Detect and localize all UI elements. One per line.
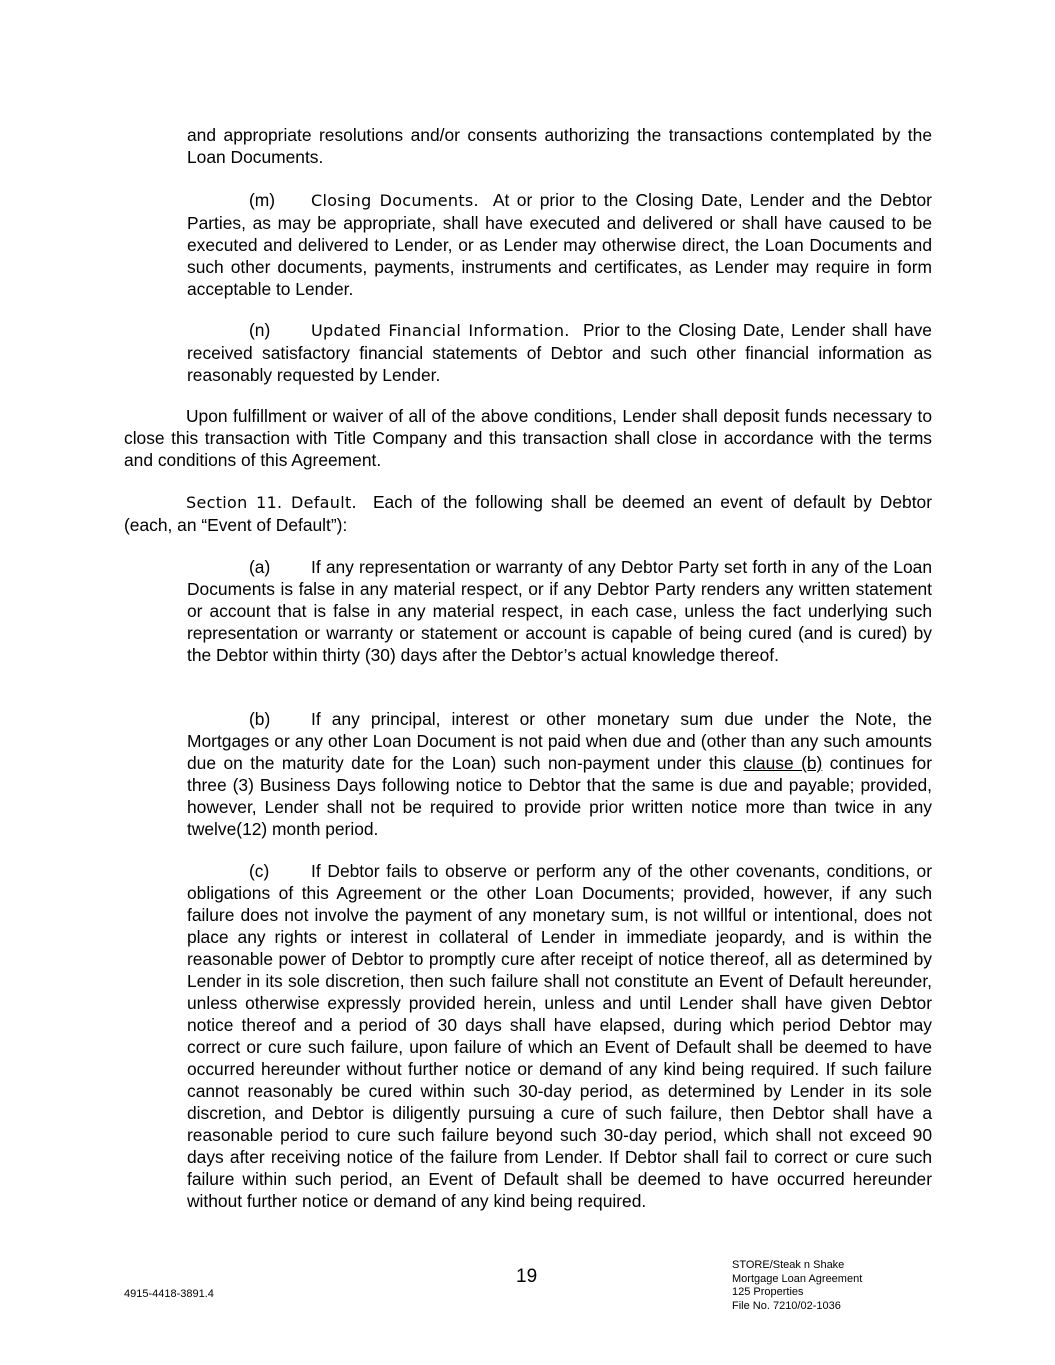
clause-b-reference: clause (b) xyxy=(743,753,823,773)
page-number: 19 xyxy=(516,1266,538,1287)
document-id: 4915-4418-3891.4 xyxy=(124,1288,214,1300)
section-11-text: Each of the following shall be deemed an event of default by Debtor (each, an “Event of Default”): xyxy=(124,492,932,535)
section-11-caption: Section 11. Default. xyxy=(186,493,357,512)
section-11-paragraph xyxy=(124,491,932,536)
item-m-text: At or prior to the Closing Date, Lender and the Debtor Parties, as may be appropriate, shall have executed and delivered or shall have caused to be executed and delivered to Lender, or as Lender may otherwise direct, the Loan Documents and such other documents, payments, instruments and certificates, as Lender may require in form acceptable to Lender. xyxy=(187,190,932,299)
continuation-paragraph: and appropriate resolutions and/or consents authorizing the transactions contemplated by the Loan Documents. xyxy=(187,125,932,167)
footer-line: File No. 7210/02-1036 xyxy=(732,1299,841,1312)
item-n-text: Prior to the Closing Date, Lender shall have received satisfactory financial statements of Debtor and such other financial information as reasonably requested by Lender. xyxy=(187,320,932,385)
item-b-text-after: continues for three (3) Business Days following notice to Debtor that the same is due and payable; provided, however, Lender shall not be required to provide prior written notice more than twice in any twelve(12) month period. xyxy=(187,753,932,839)
fulfillment-paragraph: Upon fulfillment or waiver of all of the above conditions, Lender shall deposit funds necessary to close this transaction with Title Company and this transaction shall close in accordance with the terms and conditions of this Agreement. xyxy=(124,406,932,470)
item-a-paragraph xyxy=(187,556,932,666)
item-b-number: (b) xyxy=(249,709,271,729)
footer-line: 125 Properties xyxy=(732,1286,804,1298)
footer-line: Mortgage Loan Agreement xyxy=(732,1272,863,1285)
item-c-text: If Debtor fails to observe or perform any of the other covenants, conditions, or obligations of this Agreement or the other Loan Documents; provided, however, if any such failure does not involve the payment of any monetary sum, is not willful or intentional, does not place any rights or interest in collateral of Lender in immediate jeopardy, and is within the reasonable power of Debtor to promptly cure after receipt of notice thereof, all as determined by Lender in its sole discretion, then such failure shall not constitute an Event of Default hereunder, unless otherwise expressly provided herein, unless and until Lender shall have given Debtor notice thereof and a period of 30 days shall have elapsed, during which period Debtor may correct or cure such failure, upon failure of which an Event of Default shall be deemed to have occurred hereunder without further notice or demand of any kind being required. If such failure cannot reasonably be cured within such 30-day period, as determined by Lender in its sole discretion, and Debtor is diligently pursuing a cure of such failure, then Debtor shall have a reasonable period to cure such failure beyond such 30-day period, which shall not exceed 90 days after receiving notice of the failure from Lender. If Debtor shall fail to correct or cure such failure within such period, an Event of Default shall be deemed to have occurred hereunder without further notice or demand of any kind being required. xyxy=(187,861,932,1211)
item-n-paragraph xyxy=(187,319,932,386)
item-b-paragraph xyxy=(187,708,932,840)
footer-document-info xyxy=(732,1259,862,1313)
item-m-number: (m) xyxy=(249,190,276,210)
item-m-paragraph xyxy=(187,189,932,300)
item-a-number: (a) xyxy=(249,557,271,577)
item-m-caption: Closing Documents. xyxy=(311,191,479,210)
item-c-paragraph xyxy=(187,860,932,1212)
item-n-caption: Updated Financial Information. xyxy=(311,321,570,340)
item-c-number: (c) xyxy=(249,861,270,881)
item-b-text-before: If any principal, interest or other monetary sum due under the Note, the Mortgages or any other Loan Document is not paid when due and (other than any such amounts due on the maturity date for the Loan) such non-payment under this xyxy=(187,709,932,773)
item-a-text: If any representation or warranty of any Debtor Party set forth in any of the Loan Documents is false in any material respect, or if any Debtor Party renders any written statement or account that is false in any material respect, in each case, unless the fact underlying such representation or warranty or statement or account is capable of being cured (and is cured) by the Debtor within thirty (30) days after the Debtor’s actual knowledge thereof. xyxy=(187,557,932,665)
item-n-number: (n) xyxy=(249,320,271,340)
footer-line: STORE/Steak n Shake xyxy=(732,1259,845,1271)
